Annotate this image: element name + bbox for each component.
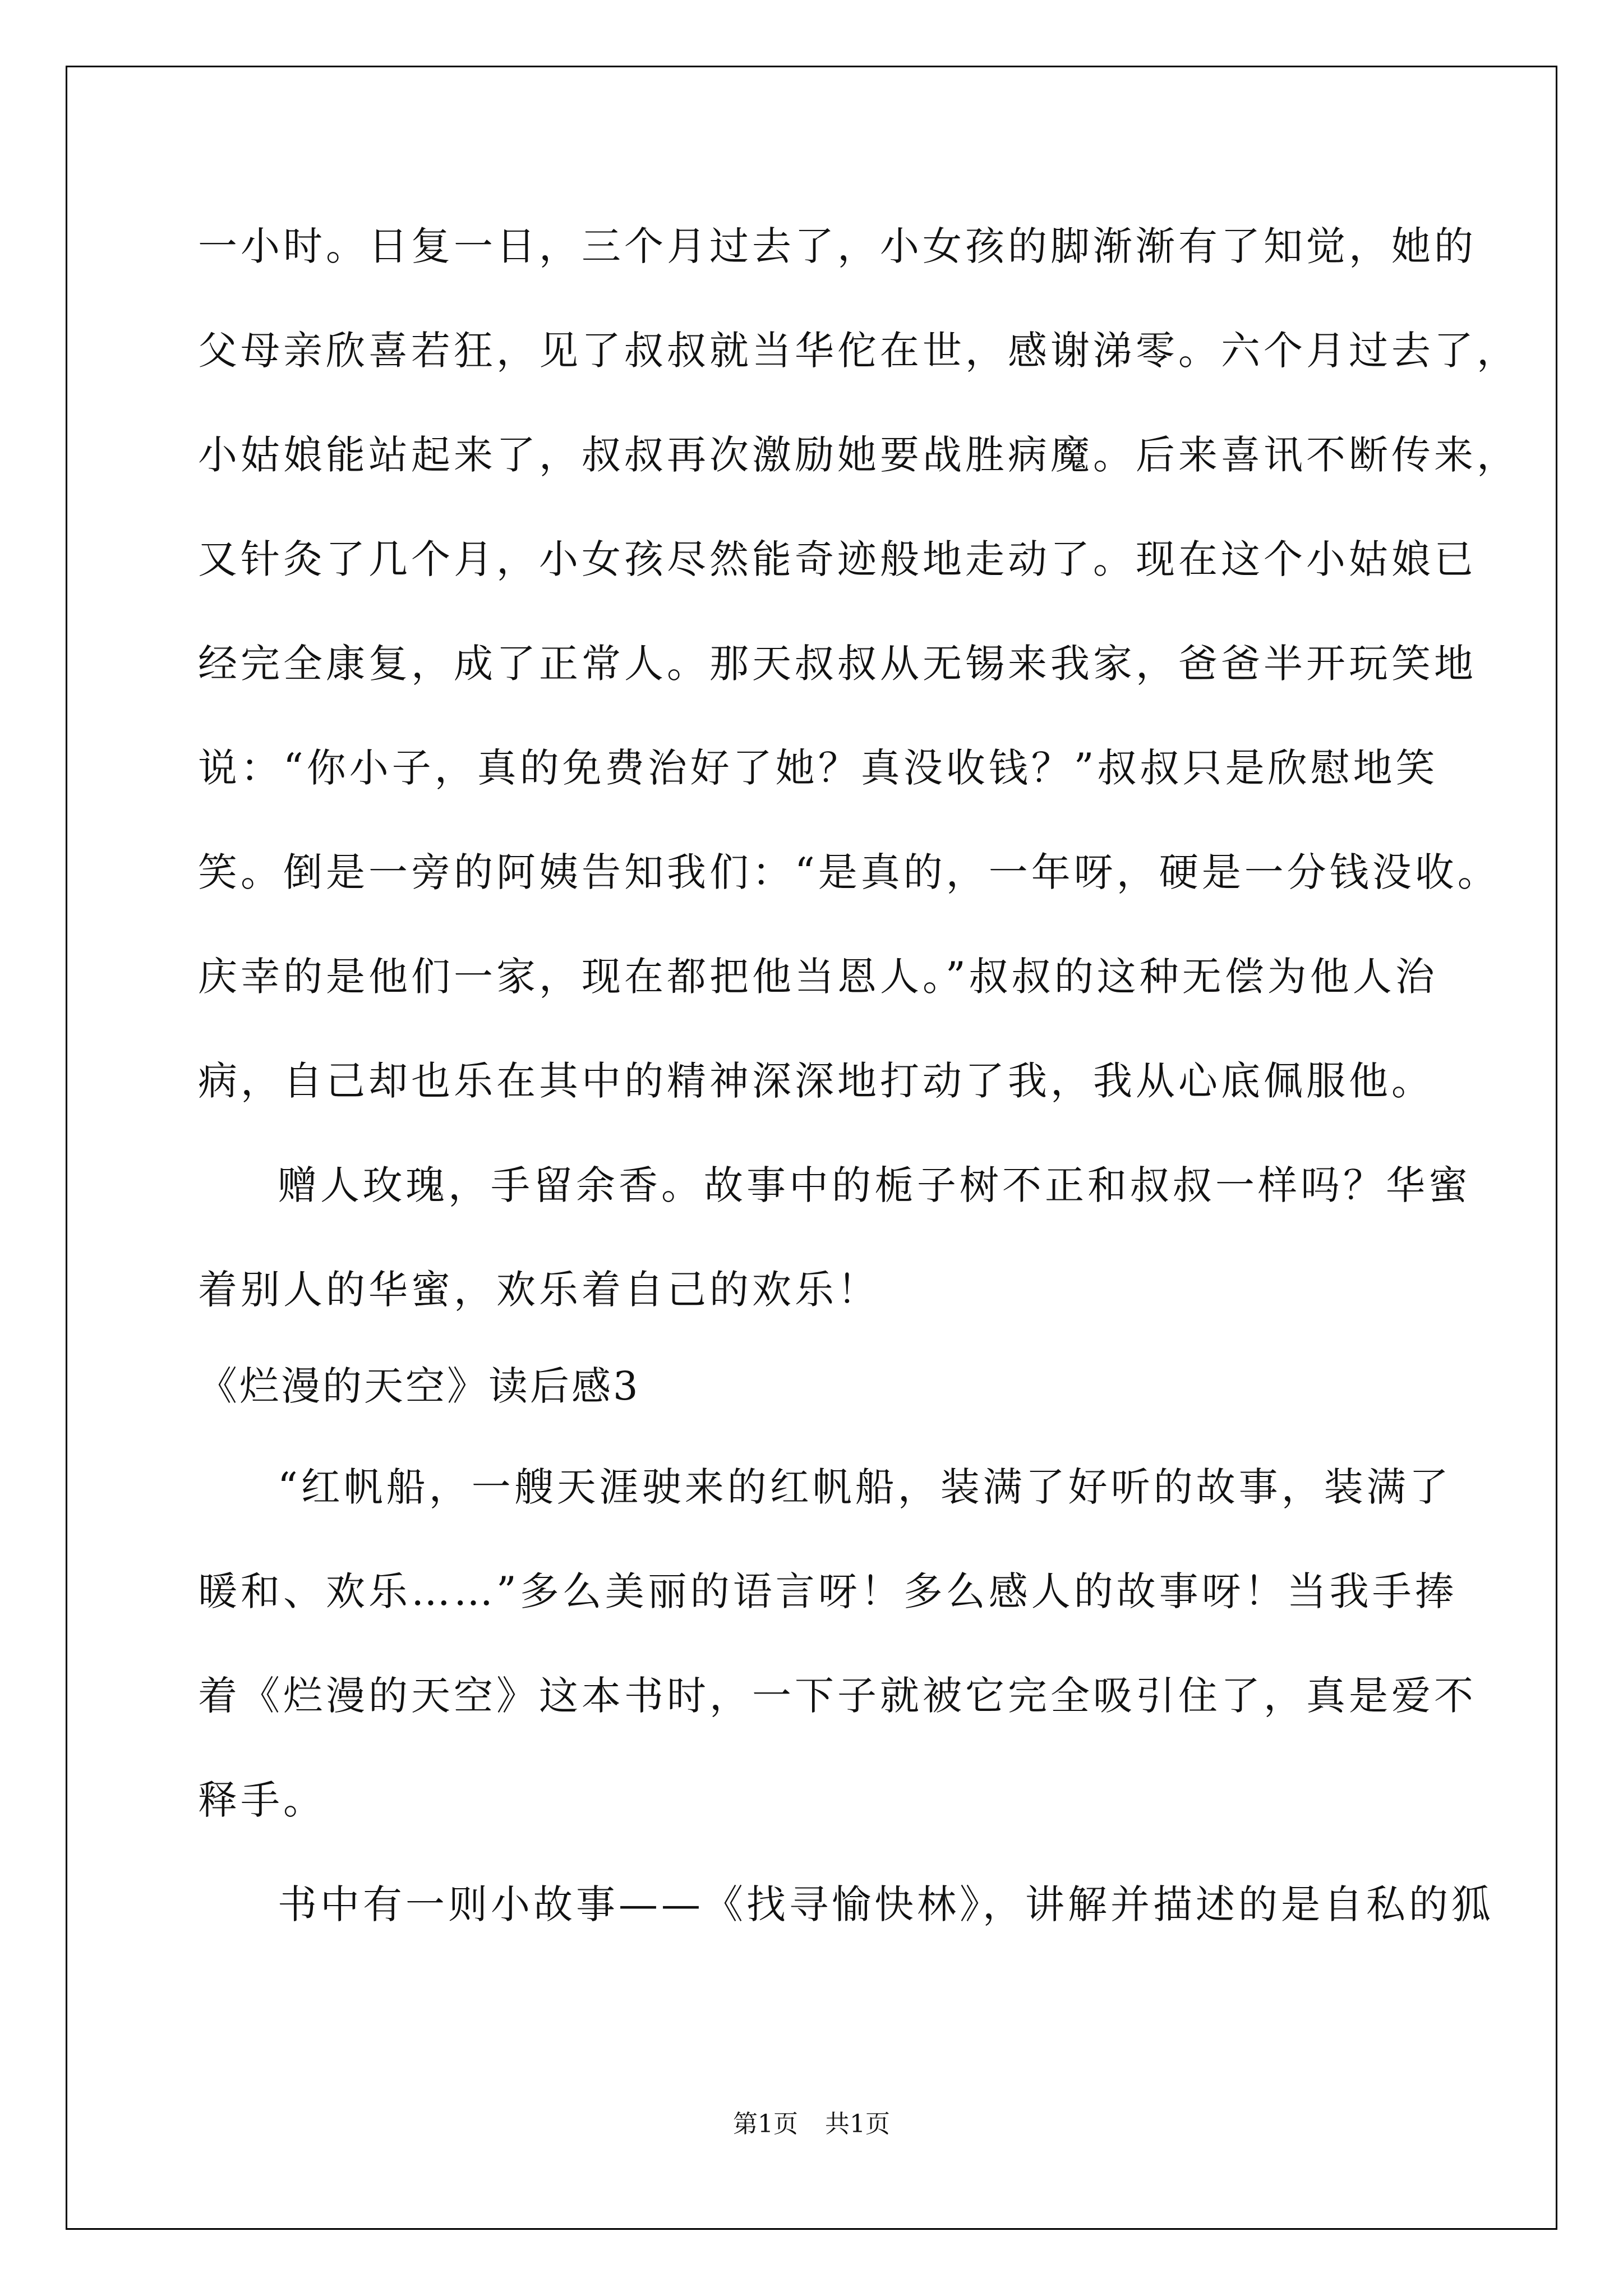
paragraph-start-line: 书中有一则小故事——《找寻愉快林》，讲解并描述的是自私的狐: [278, 1881, 1494, 1927]
page-number: 第1页: [733, 2110, 798, 2138]
body-line: 着《烂漫的天空》这本书时，一下子就被它完全吸引住了，真是爱不: [198, 1673, 1477, 1719]
body-line: 一小时。日复一日，三个月过去了，小女孩的脚渐渐有了知觉，她的: [198, 223, 1477, 269]
body-line: 病，自己却也乐在其中的精神深深地打动了我，我从心底佩服他。: [198, 1058, 1434, 1104]
body-line: 经完全康复，成了正常人。那天叔叔从无锡来我家，爸爸半开玩笑地: [198, 641, 1477, 687]
body-line: 暖和、欢乐……”多么美丽的语言呀！多么感人的故事呀！当我手捧: [198, 1568, 1458, 1614]
paragraph-start-line: “红帆船，一艘天涯驶来的红帆船，装满了好听的故事，装满了: [278, 1464, 1452, 1510]
body-line: 说：“你小子，真的免费治好了她？真没收钱？”叔叔只是欣慰地笑: [198, 745, 1438, 791]
body-line: 笑。倒是一旁的阿姨告知我们：“是真的，一年呀，硬是一分钱没收。: [198, 849, 1500, 895]
paragraph-start-line: 赠人玫瑰，手留余香。故事中的栀子树不正和叔叔一样吗？华蜜: [278, 1162, 1471, 1208]
section-heading: 《烂漫的天空》读后感3: [198, 1363, 640, 1409]
body-line: 小姑娘能站起来了，叔叔再次激励她要战胜病魔。后来喜讯不断传来，: [198, 432, 1519, 478]
body-line: 释手。: [198, 1777, 326, 1823]
body-line: 庆幸的是他们一家，现在都把他当恩人。”叔叔的这种无偿为他人治: [198, 954, 1438, 1000]
page-total: 共1页: [825, 2110, 890, 2138]
body-line: 着别人的华蜜，欢乐着自己的欢乐！: [198, 1267, 880, 1313]
page-footer: [0, 2112, 1623, 2137]
body-line: 父母亲欣喜若狂，见了叔叔就当华佗在世，感谢涕零。六个月过去了，: [198, 328, 1519, 374]
body-line: 又针灸了几个月，小女孩尽然能奇迹般地走动了。现在这个小姑娘已: [198, 536, 1477, 582]
